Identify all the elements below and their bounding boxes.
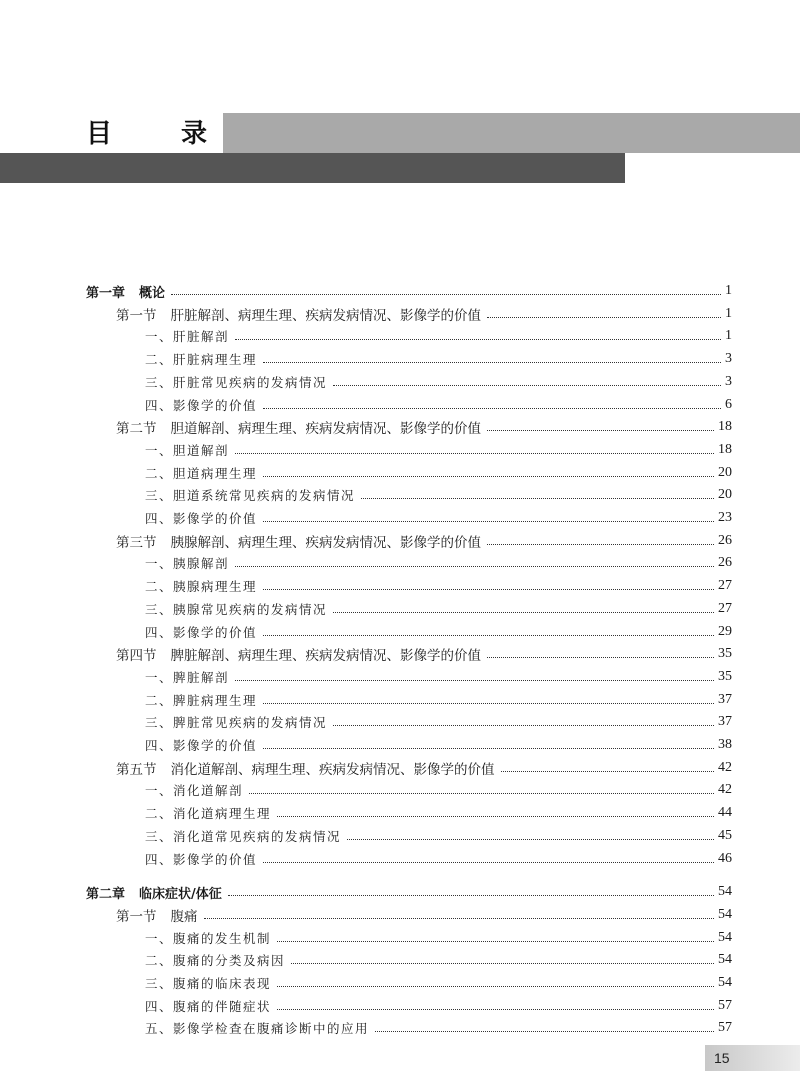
leader-dots [277, 815, 714, 817]
toc-item [145, 325, 732, 347]
toc-entry-label [116, 417, 481, 437]
toc-item [145, 666, 732, 688]
toc-page-number: 3 [725, 373, 732, 389]
toc-entry-title: 一、消化道解剖 [145, 783, 244, 799]
toc-page-number: 26 [718, 532, 732, 548]
toc-page-number: 18 [718, 441, 732, 457]
leader-dots [347, 838, 714, 840]
toc-page-number: 23 [718, 510, 732, 525]
leader-dots [263, 475, 714, 477]
toc-item [145, 972, 732, 994]
toc-entry-label [145, 464, 257, 482]
toc-page-number: 54 [718, 952, 732, 968]
toc-item [145, 394, 732, 416]
toc-entry-label [116, 531, 481, 551]
toc-entry-number: 第二章 [86, 886, 126, 902]
leader-dots [487, 543, 714, 545]
toc-entry-title: 概论 [139, 285, 166, 301]
toc-section [116, 757, 732, 779]
toc-item [145, 779, 732, 801]
toc-entry-label [86, 883, 222, 902]
leader-dots [263, 634, 714, 636]
toc-page-number: 6 [725, 396, 732, 412]
toc-page-number: 54 [718, 929, 732, 945]
toc-entry-label [145, 668, 229, 686]
toc-page-number: 27 [718, 600, 732, 616]
toc-entry-title: 四、影像学的价值 [145, 851, 258, 867]
toc-section [116, 904, 732, 926]
toc-entry-number: 第一章 [86, 285, 126, 301]
toc-entry-title: 二、胰腺病理生理 [145, 579, 258, 595]
toc-item [145, 802, 732, 824]
toc-item [145, 825, 732, 847]
toc-item [145, 462, 732, 484]
toc-entry-label [145, 373, 327, 391]
toc-item [145, 552, 732, 574]
leader-dots [263, 588, 714, 590]
toc-entry-title: 临床症状/体征 [139, 886, 222, 902]
toc-page-number: 3 [725, 351, 732, 367]
toc-entry-title: 三、肝脏常见疾病的发病情况 [145, 374, 328, 390]
toc-entry-title: 二、肝脏病理生理 [145, 352, 258, 368]
leader-dots [263, 702, 714, 704]
toc-entry-title: 胆道解剖、病理生理、疾病发病情况、影像学的价值 [170, 421, 481, 438]
toc-page-number: 54 [718, 884, 732, 900]
leader-dots [501, 770, 715, 772]
toc-entry-number: 第三节 [116, 534, 157, 551]
toc-entry-title: 二、消化道病理生理 [145, 806, 272, 822]
toc-item [145, 348, 732, 370]
toc-entry-label [145, 396, 257, 414]
toc-entry-label [145, 951, 285, 969]
leader-dots [235, 338, 721, 340]
toc-entry-label [145, 713, 327, 731]
toc-page-number: 57 [718, 997, 732, 1013]
toc-entry-label [145, 1019, 369, 1037]
toc-entry-label [145, 974, 271, 992]
leader-dots [291, 962, 714, 964]
leader-dots [263, 747, 714, 749]
toc-item [145, 371, 732, 393]
toc-entry-label [145, 691, 257, 709]
toc-entry-label [145, 509, 257, 527]
toc-item [145, 711, 732, 733]
leader-dots [277, 940, 714, 942]
toc-item [145, 848, 732, 870]
leader-dots [228, 894, 714, 896]
toc-entry-title: 四、影像学的价值 [145, 624, 258, 640]
toc-entry-title: 四、影像学的价值 [145, 511, 258, 526]
toc-entry-label [145, 804, 271, 822]
toc-page-number: 20 [718, 487, 732, 503]
leader-dots [263, 861, 714, 863]
toc-page-number: 54 [718, 906, 732, 922]
toc-entry-title: 胰腺解剖、病理生理、疾病发病情况、影像学的价值 [170, 534, 481, 551]
toc-entry-label [145, 600, 327, 618]
toc-item [145, 507, 732, 529]
toc-page-number: 1 [725, 328, 732, 344]
toc-page-number: 1 [725, 305, 732, 321]
toc-entry-title: 一、胰腺解剖 [145, 556, 230, 572]
toc-page-number: 54 [718, 975, 732, 990]
toc-page-number: 38 [718, 737, 732, 752]
toc-entry-label [145, 486, 355, 504]
toc-page-number: 42 [718, 782, 732, 798]
toc-page-number: 46 [718, 850, 732, 866]
toc-entry-title: 三、消化道常见疾病的发病情况 [145, 828, 342, 844]
toc-item [145, 598, 732, 620]
toc-page-number: 35 [718, 646, 732, 662]
toc-entry-title: 二、脾脏病理生理 [145, 692, 258, 708]
leader-dots [333, 724, 714, 726]
leader-dots [204, 917, 715, 919]
toc-entry-title: 一、胆道解剖 [145, 442, 230, 458]
leader-dots [235, 565, 714, 567]
toc-entry-title: 二、腹痛的分类及病因 [145, 953, 286, 969]
toc-entry-title: 三、脾脏常见疾病的发病情况 [145, 715, 328, 731]
header-band-light [223, 113, 800, 153]
leader-dots [333, 384, 721, 386]
leader-dots [487, 656, 714, 658]
toc-item [145, 1017, 732, 1039]
toc-entry-label [145, 350, 257, 368]
toc-entry-label [145, 623, 257, 641]
toc-entry-title: 一、腹痛的发生机制 [145, 930, 272, 946]
page-title: 目 录 [86, 119, 238, 149]
toc-page-number: 20 [718, 464, 732, 480]
toc-entry-number: 第一节 [116, 307, 157, 324]
toc-entry-title: 消化道解剖、病理生理、疾病发病情况、影像学的价值 [170, 761, 495, 778]
toc-item [145, 734, 732, 756]
toc-entry-title: 一、脾脏解剖 [145, 669, 230, 685]
toc-item [145, 689, 732, 711]
toc-item [145, 949, 732, 971]
toc-item [145, 927, 732, 949]
leader-dots [235, 452, 714, 454]
toc-entry-title: 三、胰腺常见疾病的发病情况 [145, 601, 328, 617]
leader-dots [263, 361, 721, 363]
toc-entry-label [145, 554, 229, 572]
toc-entry-title: 三、胆道系统常见疾病的发病情况 [145, 488, 356, 504]
leader-dots [487, 316, 721, 318]
leader-dots [171, 293, 721, 295]
toc-entry-label [145, 827, 341, 845]
toc-section [116, 303, 732, 325]
leader-dots [263, 520, 714, 522]
toc-entry-label [86, 282, 165, 301]
toc-item [145, 621, 732, 643]
toc-page-number: 37 [718, 714, 732, 730]
toc-entry-label [145, 736, 257, 754]
toc-entry-title: 腹痛 [170, 908, 198, 925]
toc-entry-label [116, 758, 495, 778]
leader-dots [249, 792, 714, 794]
page-number: 15 [714, 1050, 730, 1066]
toc-page-number: 29 [718, 623, 732, 639]
toc-entry-label [145, 929, 271, 947]
toc-entry-label [116, 304, 481, 324]
toc-page-number: 26 [718, 555, 732, 571]
toc-page-number: 35 [718, 668, 732, 684]
toc-entry-label [145, 441, 229, 459]
toc-entry-title: 五、影像学检查在腹痛诊断中的应用 [145, 1021, 370, 1037]
toc-chapter [86, 881, 732, 903]
toc-page-number: 1 [725, 283, 732, 298]
toc-page-number: 18 [718, 419, 732, 435]
leader-dots [487, 429, 714, 431]
leader-dots [277, 1008, 714, 1010]
toc-section [116, 416, 732, 438]
leader-dots [375, 1030, 714, 1032]
toc-entry-title: 脾脏解剖、病理生理、疾病发病情况、影像学的价值 [170, 648, 481, 665]
toc-entry-title: 四、腹痛的伴随症状 [145, 998, 272, 1014]
toc-entry-label [145, 850, 257, 868]
toc-entry-number: 第二节 [116, 421, 157, 438]
toc-entry-title: 肝脏解剖、病理生理、疾病发病情况、影像学的价值 [170, 307, 481, 324]
toc-chapter [86, 280, 732, 302]
toc-entry-number: 第一节 [116, 908, 157, 925]
toc-page-number: 57 [718, 1020, 732, 1036]
toc-entry-label [116, 905, 198, 925]
toc-item [145, 995, 732, 1017]
toc-entry-label [145, 327, 229, 345]
toc-entry-label [145, 781, 243, 799]
toc-entry-label [116, 644, 481, 664]
toc-item [145, 484, 732, 506]
toc-entry-label [145, 997, 271, 1015]
toc-page-number: 37 [718, 691, 732, 707]
leader-dots [235, 679, 714, 681]
leader-dots [277, 985, 714, 987]
toc-entry-title: 四、影像学的价值 [145, 397, 258, 413]
leader-dots [333, 611, 714, 613]
toc-entry-title: 二、胆道病理生理 [145, 465, 258, 481]
toc-entry-title: 三、腹痛的临床表现 [145, 976, 272, 991]
leader-dots [263, 407, 721, 409]
toc-page-number: 44 [718, 805, 732, 821]
toc-item [145, 575, 732, 597]
toc-section [116, 643, 732, 665]
leader-dots [361, 497, 714, 499]
header-band-dark [0, 153, 625, 183]
toc-entry-number: 第四节 [116, 648, 157, 665]
toc-section [116, 530, 732, 552]
toc-page-number: 42 [718, 759, 732, 775]
toc-item [145, 439, 732, 461]
toc-entry-label [145, 577, 257, 595]
toc-entry-number: 第五节 [116, 761, 157, 778]
toc-entry-title: 一、肝脏解剖 [145, 329, 230, 345]
toc-page-number: 27 [718, 578, 732, 594]
toc-page-number: 45 [718, 827, 732, 843]
toc-entry-title: 四、影像学的价值 [145, 738, 258, 753]
